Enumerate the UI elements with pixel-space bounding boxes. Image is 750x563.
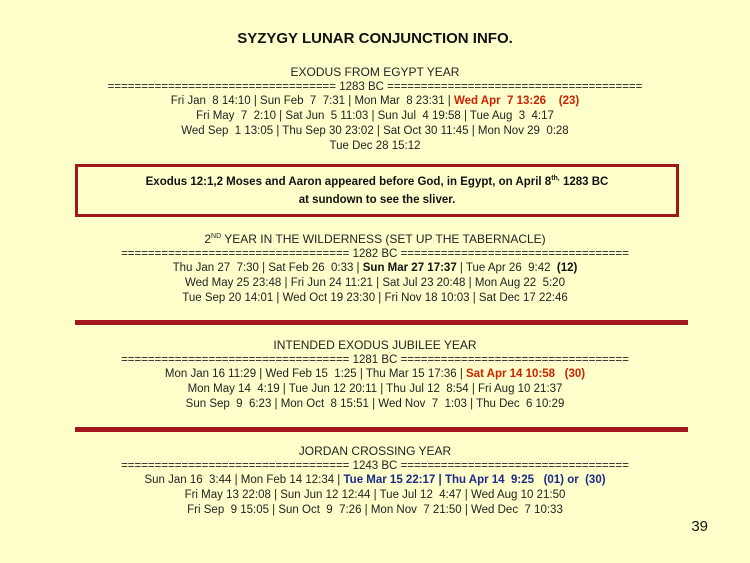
wilderness-year-section — [0, 231, 750, 306]
heading-superscript: ND — [211, 233, 222, 240]
separator-left: ================================== — [107, 81, 336, 93]
jordan-row-2: Fri May 13 22:08 | Sun Jun 12 12:44 | Tue Jul 12 4:47 | Wed Aug 10 21:50 — [184, 489, 566, 501]
callout-line-1 — [78, 176, 676, 188]
exodus-year-section — [0, 64, 750, 154]
separator-left: ================================== — [121, 248, 350, 260]
jordan-row-3: Fri Sep 9 15:05 | Sun Oct 9 7:26 | Mon Nov 7 21:50 | Wed Dec 7 10:33 — [187, 504, 563, 516]
wilderness-count: (12) — [556, 262, 578, 274]
exodus-row-1 — [0, 94, 750, 109]
heading-number: 2 — [204, 232, 212, 246]
row-text: Sun Jan 16 3:44 | Mon Feb 14 12:34 | — [144, 474, 344, 486]
jordan-highlight-dates: Tue Mar 15 22:17 | Thu Apr 14 9:25 (01) or (30) — [343, 474, 606, 486]
wilderness-year-label: 1282 BC — [352, 248, 398, 260]
wilderness-year-separator — [0, 247, 750, 261]
jubilee-year-section — [0, 337, 750, 412]
exodus-year-separator — [0, 80, 750, 94]
jordan-year-section — [0, 443, 750, 518]
scripture-callout-box — [75, 164, 679, 217]
jubilee-highlight-date: Sat Apr 14 10:58 (30) — [466, 368, 586, 380]
exodus-row-3: Wed Sep 1 13:05 | Thu Sep 30 23:02 | Sat Oct 30 11:45 | Mon Nov 29 0:28 — [181, 125, 569, 137]
page-number: 39 — [691, 518, 708, 535]
exodus-highlight-date: Wed Apr 7 13:26 (23) — [453, 95, 580, 107]
exodus-row-2: Fri May 7 2:10 | Sat Jun 5 11:03 | Sun Jul 4 19:58 | Tue Aug 3 4:17 — [196, 110, 554, 122]
separator-right: ================================== — [400, 248, 629, 260]
separator-right: ====================================== — [387, 81, 643, 93]
callout-superscript: th, — [551, 175, 560, 183]
jubilee-year-separator — [0, 353, 750, 367]
wilderness-row-2: Wed May 25 23:48 | Fri Jun 24 11:21 | Sat Jul 23 20:48 | Mon Aug 22 5:20 — [185, 277, 565, 289]
heading-text: YEAR IN THE WILDERNESS (SET UP THE TABERNACLE) — [221, 232, 546, 246]
wilderness-heading — [0, 231, 750, 247]
divider-bar-2 — [75, 427, 688, 432]
jordan-row-1 — [0, 473, 750, 488]
jordan-year-separator — [0, 459, 750, 473]
callout-text: Exodus 12:1,2 Moses and Aaron appeared before God, in Egypt, on April 8 — [145, 176, 552, 188]
slide-title: SYZYGY LUNAR CONJUNCTION INFO. — [237, 30, 513, 47]
wilderness-row-3: Tue Sep 20 14:01 | Wed Oct 19 23:30 | Fri Nov 18 10:03 | Sat Dec 17 22:46 — [182, 292, 568, 304]
separator-left: ================================== — [121, 354, 350, 366]
exodus-row-4: Tue Dec 28 15:12 — [329, 140, 421, 152]
jubilee-row-1 — [0, 367, 750, 382]
jubilee-row-3: Sun Sep 9 6:23 | Mon Oct 8 15:51 | Wed Nov 7 1:03 | Thu Dec 6 10:29 — [185, 398, 565, 410]
row-text: Mon Jan 16 11:29 | Wed Feb 15 1:25 | Thu Mar 15 17:36 | — [164, 368, 466, 380]
row-text: Fri Jan 8 14:10 | Sun Feb 7 7:31 | Mon Mar 8 23:31 | — [170, 95, 454, 107]
separator-right: ================================== — [400, 354, 629, 366]
wilderness-highlight-date: Sun Mar 27 17:37 — [362, 262, 457, 274]
jubilee-heading: INTENDED EXODUS JUBILEE YEAR — [273, 338, 477, 352]
row-text: Thu Jan 27 7:30 | Sat Feb 26 0:33 | — [172, 262, 363, 274]
exodus-year-label: 1283 BC — [339, 81, 384, 93]
jubilee-row-2: Mon May 14 4:19 | Tue Jun 12 20:11 | Thu Jul 12 8:54 | Fri Aug 10 21:37 — [187, 383, 563, 395]
row-text: | Tue Apr 26 9:42 — [456, 262, 557, 274]
separator-left: ================================== — [121, 460, 350, 472]
wilderness-row-1 — [0, 261, 750, 276]
exodus-heading: EXODUS FROM EGYPT YEAR — [290, 65, 460, 79]
divider-bar-1 — [75, 320, 688, 325]
callout-year: 1283 BC — [559, 176, 609, 188]
jordan-year-label: 1243 BC — [352, 460, 398, 472]
separator-right: ================================== — [400, 460, 629, 472]
jordan-heading: JORDAN CROSSING YEAR — [298, 444, 452, 458]
jubilee-year-label: 1281 BC — [352, 354, 398, 366]
callout-line-2: at sundown to see the sliver. — [298, 194, 456, 206]
